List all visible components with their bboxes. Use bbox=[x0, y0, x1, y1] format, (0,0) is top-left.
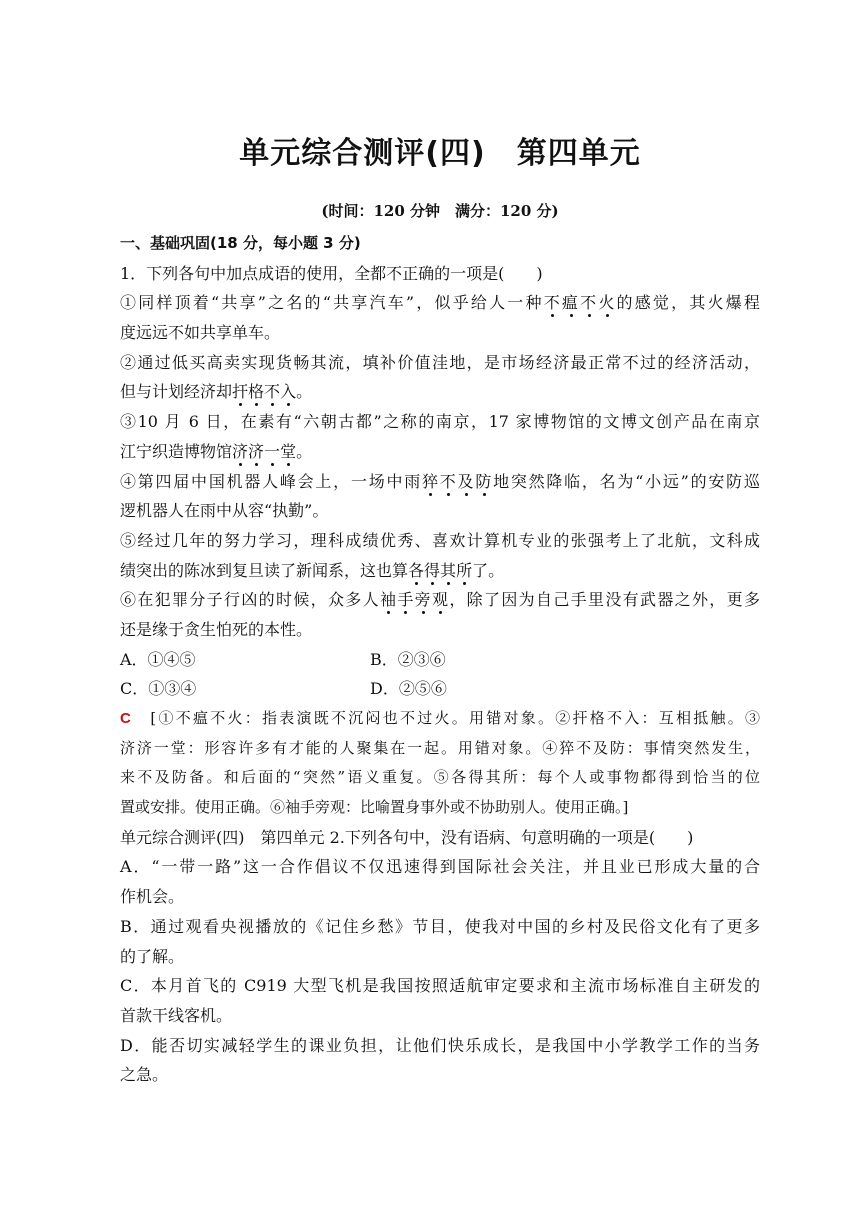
dotted-char: 猝 bbox=[422, 471, 440, 491]
dotted-idiom bbox=[380, 590, 449, 609]
dotted-char: 观 bbox=[432, 590, 450, 610]
dotted-idiom bbox=[544, 293, 617, 312]
option-d: D．②⑤⑥ bbox=[370, 679, 447, 699]
dotted-char: 及 bbox=[457, 471, 476, 491]
sentence-3-line-2: 江宁织造博物馆济济一堂。 bbox=[120, 441, 313, 461]
document-body bbox=[120, 229, 760, 1090]
options-row-1 bbox=[120, 645, 760, 675]
exam-meta: (时间：120 分钟 满分：120 分) bbox=[321, 202, 559, 220]
options-row-2 bbox=[120, 674, 760, 704]
explanation-line-1: C [①不瘟不火：指表演既不沉闷也不过火。用错对象。②扞格不入：互相抵触。③ bbox=[120, 709, 760, 727]
dotted-char: 不 bbox=[264, 382, 281, 402]
dotted-char: 济 bbox=[232, 441, 249, 461]
dotted-char: 不 bbox=[580, 293, 599, 313]
sentence-3-line-1: ③10 月 6 日，在素有“六朝古都”之称的南京，17 家博物馆的文博文创产品在南京 bbox=[120, 412, 760, 432]
sentence-2-line-2: 但与计划经济却扞格不入。 bbox=[120, 382, 313, 402]
dotted-char: 手 bbox=[397, 590, 415, 610]
dotted-char: 所 bbox=[456, 560, 473, 580]
dotted-idiom bbox=[232, 442, 296, 461]
dotted-char: 旁 bbox=[414, 590, 432, 610]
q2-option-a-line-1: A．“一带一路”这一合作倡议不仅迅速得到国际社会关注，并且业已形成大量的合 bbox=[120, 857, 760, 877]
sentence-4-line-2: 逻机器人在雨中从容“执勤”。 bbox=[120, 501, 329, 521]
q2-option-b-line-2: 的了解。 bbox=[120, 946, 185, 966]
dotted-char: 不 bbox=[543, 293, 562, 313]
explanation-line-4: 置或安排。使用正确。⑥袖手旁观：比喻置身事外或不协助别人。使用正确。] bbox=[120, 798, 629, 817]
dotted-char: 瘟 bbox=[561, 293, 581, 313]
page-title: 单元综合测评(四) 第四单元 bbox=[239, 136, 641, 171]
section-heading: 一、基础巩固(18 分，每小题 3 分) bbox=[120, 234, 361, 252]
q2-option-d-line-1: D．能否切实减轻学生的课业负担，让他们快乐成长，是我国中小学教学工作的当务 bbox=[120, 1035, 760, 1055]
dotted-idiom bbox=[408, 561, 472, 580]
dotted-idiom bbox=[232, 382, 296, 401]
q2-option-d-line-2: 之急。 bbox=[120, 1065, 169, 1085]
sentence-1-line-1: ①同样顶着“共享”之名的“共享汽车”，似乎给人一种不瘟不火的感觉，其火爆程 bbox=[120, 293, 760, 313]
sentence-1-line-2: 度远远不如共享单车。 bbox=[120, 323, 281, 343]
question-1-stem: 1．下列各句中加点成语的使用，全都不正确的一项是( ) bbox=[120, 263, 543, 283]
dotted-char: 防 bbox=[475, 471, 494, 491]
q2-option-a-line-2: 作机会。 bbox=[120, 887, 185, 907]
explanation-line-3: 来不及防备。和后面的“突然”语义重复。⑤各得其所：每个人或事物都得到恰当的位 bbox=[120, 768, 760, 787]
sentence-6-line-1: ⑥在犯罪分子行凶的时候，众多人袖手旁观，除了因为自己手里没有武器之外，更多 bbox=[120, 590, 760, 610]
sentence-4-line-1: ④第四届中国机器人峰会上，一场中雨猝不及防地突然降临，名为“小远”的安防巡 bbox=[120, 471, 760, 491]
q2-option-b-line-1: B．通过观看央视播放的《记住乡愁》节目，使我对中国的乡村及民俗文化有了更多 bbox=[120, 916, 760, 936]
dotted-char: 各 bbox=[408, 560, 425, 580]
sentence-6-line-2: 还是缘于贪生怕死的本性。 bbox=[120, 619, 313, 639]
dotted-char: 火 bbox=[598, 293, 617, 313]
sentence-5-line-1: ⑤经过几年的努力学习，理科成绩优秀、喜欢计算机专业的张强考上了北航，文科成 bbox=[120, 530, 760, 550]
option-b: B．②③⑥ bbox=[370, 649, 446, 669]
option-c: C．①③④ bbox=[120, 679, 197, 699]
question-2-stem: 单元综合测评(四) 第四单元 2.下列各句中，没有语病、句意明确的一项是( ) bbox=[120, 827, 694, 847]
q2-option-c-line-1: C．本月首飞的 C919 大型飞机是我国按照适航审定要求和主流市场标准自主研发的 bbox=[120, 976, 760, 996]
dotted-char: 堂 bbox=[280, 441, 297, 461]
dotted-char: 得 bbox=[424, 560, 441, 580]
dotted-char: 袖 bbox=[379, 590, 398, 610]
option-a: A．①④⑤ bbox=[120, 649, 196, 669]
dotted-idiom bbox=[422, 472, 493, 491]
dotted-char: 格 bbox=[248, 382, 265, 402]
sentence-5-line-2: 绩突出的陈冰到复旦读了新闻系，这也算各得其所了。 bbox=[120, 560, 505, 580]
dotted-char: 不 bbox=[439, 471, 458, 491]
dotted-char: 一 bbox=[264, 441, 281, 461]
explanation-line-2: 济济一堂：形容许多有才能的人聚集在一起。用错对象。④猝不及防：事情突然发生， bbox=[120, 738, 760, 757]
dotted-char: 入 bbox=[280, 382, 297, 402]
dotted-char: 其 bbox=[440, 560, 457, 580]
sentence-2-line-1: ②通过低买高卖实现货畅其流，填补价值洼地，是市场经济最正常不过的经济活动， bbox=[120, 352, 760, 372]
dotted-char: 济 bbox=[248, 441, 265, 461]
dotted-char: 扞 bbox=[232, 382, 249, 402]
q2-option-c-line-2: 首款干线客机。 bbox=[120, 1005, 233, 1025]
answer-letter: C bbox=[120, 710, 131, 727]
